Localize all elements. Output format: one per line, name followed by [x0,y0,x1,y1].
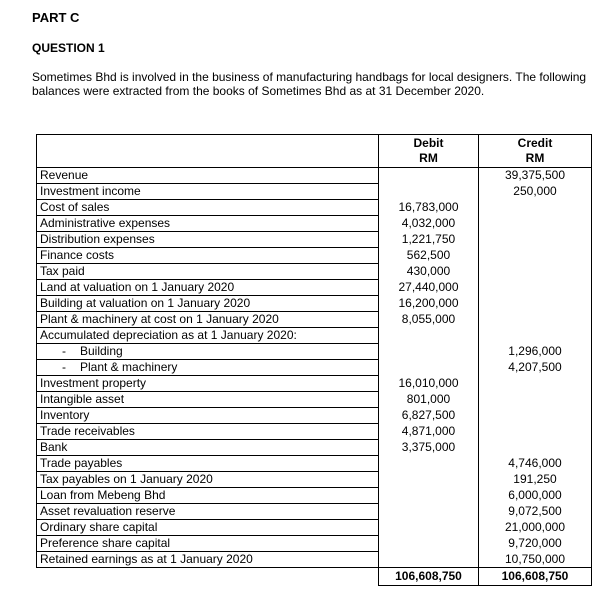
table-row [37,184,592,200]
credit-cell [479,216,592,232]
debit-header-label: Debit [413,136,444,150]
debit-cell: 4,032,000 [379,216,479,232]
table-row [37,520,592,536]
table-row [37,232,592,248]
debit-cell: 4,871,000 [379,424,479,440]
credit-cell [479,376,592,392]
credit-cell [479,440,592,456]
table-row [37,344,592,360]
credit-cell [479,408,592,424]
credit-cell: 191,250 [479,472,592,488]
row-description: Tax paid [37,264,379,280]
trial-balance-table [36,134,592,586]
credit-cell [479,312,592,328]
header-blank-cell [37,135,379,168]
row-description: Distribution expenses [37,232,379,248]
debit-header [379,135,479,168]
credit-cell: 1,296,000 [479,344,592,360]
credit-cell: 10,750,000 [479,552,592,568]
table-row [37,376,592,392]
row-description: Ordinary share capital [37,520,379,536]
table-row [37,440,592,456]
table-row [37,488,592,504]
row-description: Land at valuation on 1 January 2020 [37,280,379,296]
row-description: Investment property [37,376,379,392]
debit-cell [379,168,479,184]
totals-blank-cell [37,568,379,586]
debit-cell: 27,440,000 [379,280,479,296]
credit-cell [479,232,592,248]
debit-cell: 801,000 [379,392,479,408]
debit-cell: 430,000 [379,264,479,280]
row-label: Building [80,344,123,358]
sub-item-marker: - [62,360,66,374]
row-description: Investment income [37,184,379,200]
debit-currency-label: RM [419,151,438,165]
row-description: Accumulated depreciation as at 1 January 2020: [37,328,379,344]
credit-cell [479,328,592,344]
credit-currency-label: RM [525,151,545,165]
row-description: Cost of sales [37,200,379,216]
debit-cell [379,456,479,472]
row-description: Intangible asset [37,392,379,408]
table-row [37,312,592,328]
debit-cell: 16,783,000 [379,200,479,216]
table-row [37,504,592,520]
table-row [37,456,592,472]
debit-cell: 3,375,000 [379,440,479,456]
row-description: Trade receivables [37,424,379,440]
debit-cell [379,344,479,360]
row-description: Administrative expenses [37,216,379,232]
credit-cell [479,424,592,440]
row-description: Finance costs [37,248,379,264]
row-description: Revenue [37,168,379,184]
debit-cell [379,536,479,552]
row-description [37,344,379,360]
debit-cell: 1,221,750 [379,232,479,248]
debit-cell [379,472,479,488]
table-row [37,408,592,424]
debit-cell [379,360,479,376]
question-title: QUESTION 1 [32,41,105,55]
totals-row [37,568,592,586]
credit-cell: 9,720,000 [479,536,592,552]
table-row [37,552,592,568]
credit-header [479,135,592,168]
total-credit: 106,608,750 [479,568,592,586]
table-row [37,360,592,376]
table-row [37,392,592,408]
row-description: Building at valuation on 1 January 2020 [37,296,379,312]
credit-cell: 21,000,000 [479,520,592,536]
row-description: Bank [37,440,379,456]
credit-cell: 6,000,000 [479,488,592,504]
debit-cell [379,488,479,504]
table-row [37,168,592,184]
debit-cell: 8,055,000 [379,312,479,328]
debit-cell: 562,500 [379,248,479,264]
question-intro: Sometimes Bhd is involved in the business of manufacturing handbags for local designers. The following balances were extracted from the books of Sometimes Bhd as at 31 December 2020. [32,70,587,98]
row-description: Trade payables [37,456,379,472]
debit-cell [379,328,479,344]
table-row [37,296,592,312]
table-row [37,424,592,440]
row-description: Plant & machinery at cost on 1 January 2020 [37,312,379,328]
credit-cell [479,264,592,280]
credit-cell: 9,072,500 [479,504,592,520]
debit-cell [379,184,479,200]
credit-cell [479,248,592,264]
total-debit: 106,608,750 [379,568,479,586]
credit-cell: 250,000 [479,184,592,200]
debit-cell [379,520,479,536]
table-row [37,328,592,344]
row-description [37,360,379,376]
table-row [37,216,592,232]
row-label: Plant & machinery [80,360,178,374]
debit-cell: 6,827,500 [379,408,479,424]
credit-cell [479,280,592,296]
debit-cell [379,504,479,520]
credit-cell [479,296,592,312]
debit-cell [379,552,479,568]
credit-cell [479,392,592,408]
table-row [37,536,592,552]
table-row [37,248,592,264]
row-description: Asset revaluation reserve [37,504,379,520]
table-header-row [37,135,592,168]
row-description: Inventory [37,408,379,424]
debit-cell: 16,010,000 [379,376,479,392]
row-description: Retained earnings as at 1 January 2020 [37,552,379,568]
row-description: Loan from Mebeng Bhd [37,488,379,504]
table-row [37,264,592,280]
credit-header-label: Credit [517,136,553,150]
credit-cell: 4,207,500 [479,360,592,376]
table-row [37,200,592,216]
credit-cell: 39,375,500 [479,168,592,184]
table-row [37,280,592,296]
credit-cell: 4,746,000 [479,456,592,472]
part-title: PART C [32,10,80,25]
sub-item-marker: - [62,344,66,358]
debit-cell: 16,200,000 [379,296,479,312]
row-description: Tax payables on 1 January 2020 [37,472,379,488]
row-description: Preference share capital [37,536,379,552]
credit-cell [479,200,592,216]
table-row [37,472,592,488]
